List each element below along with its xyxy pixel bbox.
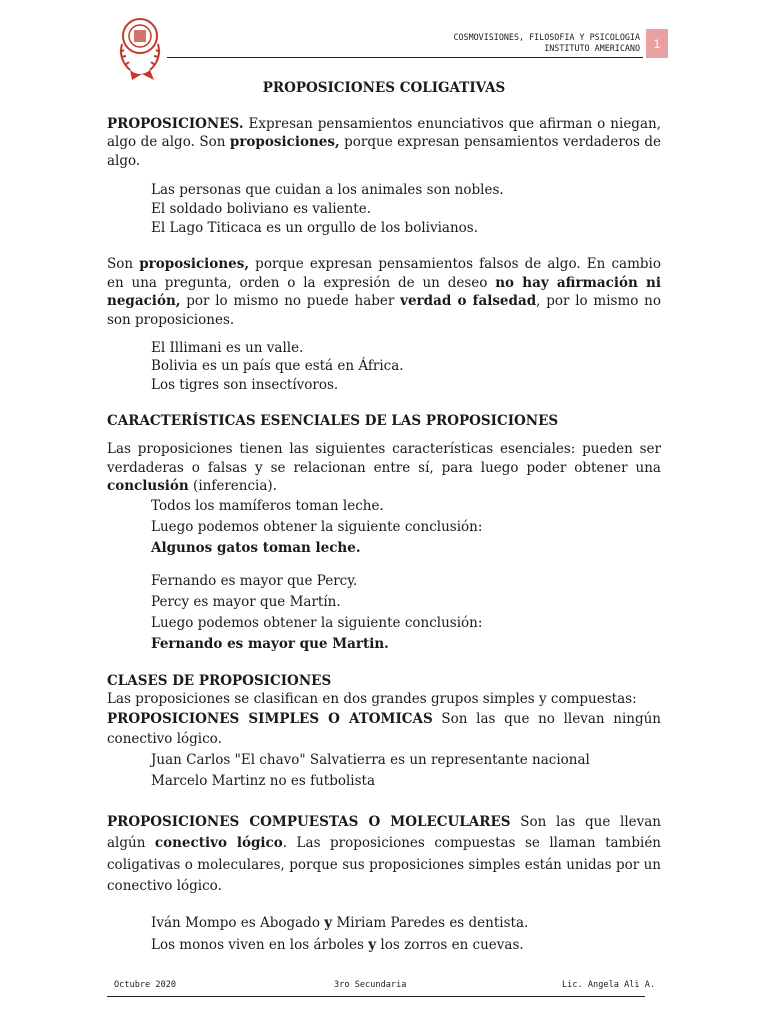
footer-rule bbox=[107, 996, 645, 997]
examples-1 bbox=[107, 181, 661, 237]
example-line: Marcelo Martinz no es futbolista bbox=[151, 772, 376, 789]
example-line: Las personas que cuidan a los animales son nobles. bbox=[151, 182, 504, 199]
paragraph-2: Son proposiciones, porque expresan pensamientos falsos de algo. En cambio en una pregunta, orden o la expresión de un deseo no hay afirmación ni negación, por lo mismo no puede haber verdad o falsedad, por lo mismo no son proposiciones. bbox=[107, 256, 661, 328]
footer-date: Octubre 2020 bbox=[114, 980, 177, 990]
examples-4 bbox=[107, 571, 661, 655]
footer-grade: 3ro Secundaria bbox=[334, 980, 407, 990]
header-rule bbox=[167, 57, 643, 58]
example-line: Luego podemos obtener la siguiente conclusión: bbox=[151, 614, 483, 631]
examples-5 bbox=[107, 750, 661, 792]
section-heading-classes: CLASES DE PROPOSICIONES bbox=[107, 672, 332, 689]
header-line-2: INSTITUTO AMERICANO bbox=[544, 43, 640, 53]
example-line: Los tigres son insectívoros. bbox=[151, 376, 339, 393]
header-line-1: COSMOVISIONES, FILOSOFIA Y PSICOLOGIA bbox=[453, 32, 640, 42]
example-line: Los monos viven en los árboles y los zorros en cuevas. bbox=[151, 936, 524, 953]
example-conclusion: Fernando es mayor que Martin. bbox=[151, 635, 389, 652]
header-text bbox=[453, 32, 640, 54]
paragraph-5: PROPOSICIONES SIMPLES O ATOMICAS Son las que no llevan ningún conectivo lógico. bbox=[107, 710, 661, 748]
page-title: PROPOSICIONES COLIGATIVAS bbox=[262, 80, 506, 96]
example-line: El Lago Titicaca es un orgullo de los bolivianos. bbox=[151, 219, 478, 236]
examples-6 bbox=[107, 912, 661, 956]
paragraph-1: PROPOSICIONES. Expresan pensamientos enunciativos que afirman o niegan, algo de algo. Son proposiciones, porque expresan pensamientos verdaderos de algo. bbox=[107, 115, 661, 169]
example-line: Juan Carlos "El chavo" Salvatierra es un representante nacional bbox=[151, 751, 590, 768]
example-line: Percy es mayor que Martín. bbox=[151, 593, 341, 610]
example-conclusion: Algunos gatos toman leche. bbox=[151, 539, 361, 556]
example-line: Fernando es mayor que Percy. bbox=[151, 572, 358, 589]
example-line: El soldado boliviano es valiente. bbox=[151, 200, 372, 217]
section-heading-characteristics: CARACTERÍSTICAS ESENCIALES DE LAS PROPOSICIONES bbox=[107, 413, 559, 430]
footer-author: Lic. Angela Ali A. bbox=[562, 980, 656, 990]
examples-3 bbox=[107, 496, 661, 559]
example-line: Bolivia es un país que está en África. bbox=[151, 358, 404, 375]
paragraph-4: Las proposiciones se clasifican en dos grandes grupos simples y compuestas: bbox=[107, 691, 637, 708]
examples-2 bbox=[107, 339, 661, 395]
example-line: Todos los mamíferos toman leche. bbox=[151, 497, 384, 514]
paragraph-3: Las proposiciones tienen las siguientes características esenciales: pueden ser verdaderas o falsas y se relacionan entre sí, para luego poder obtener una conclusión (inferencia). bbox=[107, 440, 661, 495]
paragraph-6: PROPOSICIONES COMPUESTAS O MOLECULARES Son las que llevan algún conectivo lógico. Las proposiciones compuestas se llaman también coligativas o moleculares, porque sus proposiciones simples están unidas por un conectivo lógico. bbox=[107, 813, 661, 895]
document-body bbox=[107, 77, 661, 956]
institute-logo bbox=[112, 14, 168, 82]
example-line: Iván Mompo es Abogado y Miriam Paredes es dentista. bbox=[151, 914, 529, 931]
example-line: El Illimani es un valle. bbox=[151, 339, 304, 356]
example-line: Luego podemos obtener la siguiente conclusión: bbox=[151, 518, 483, 535]
page-number-badge: 1 bbox=[646, 29, 668, 58]
